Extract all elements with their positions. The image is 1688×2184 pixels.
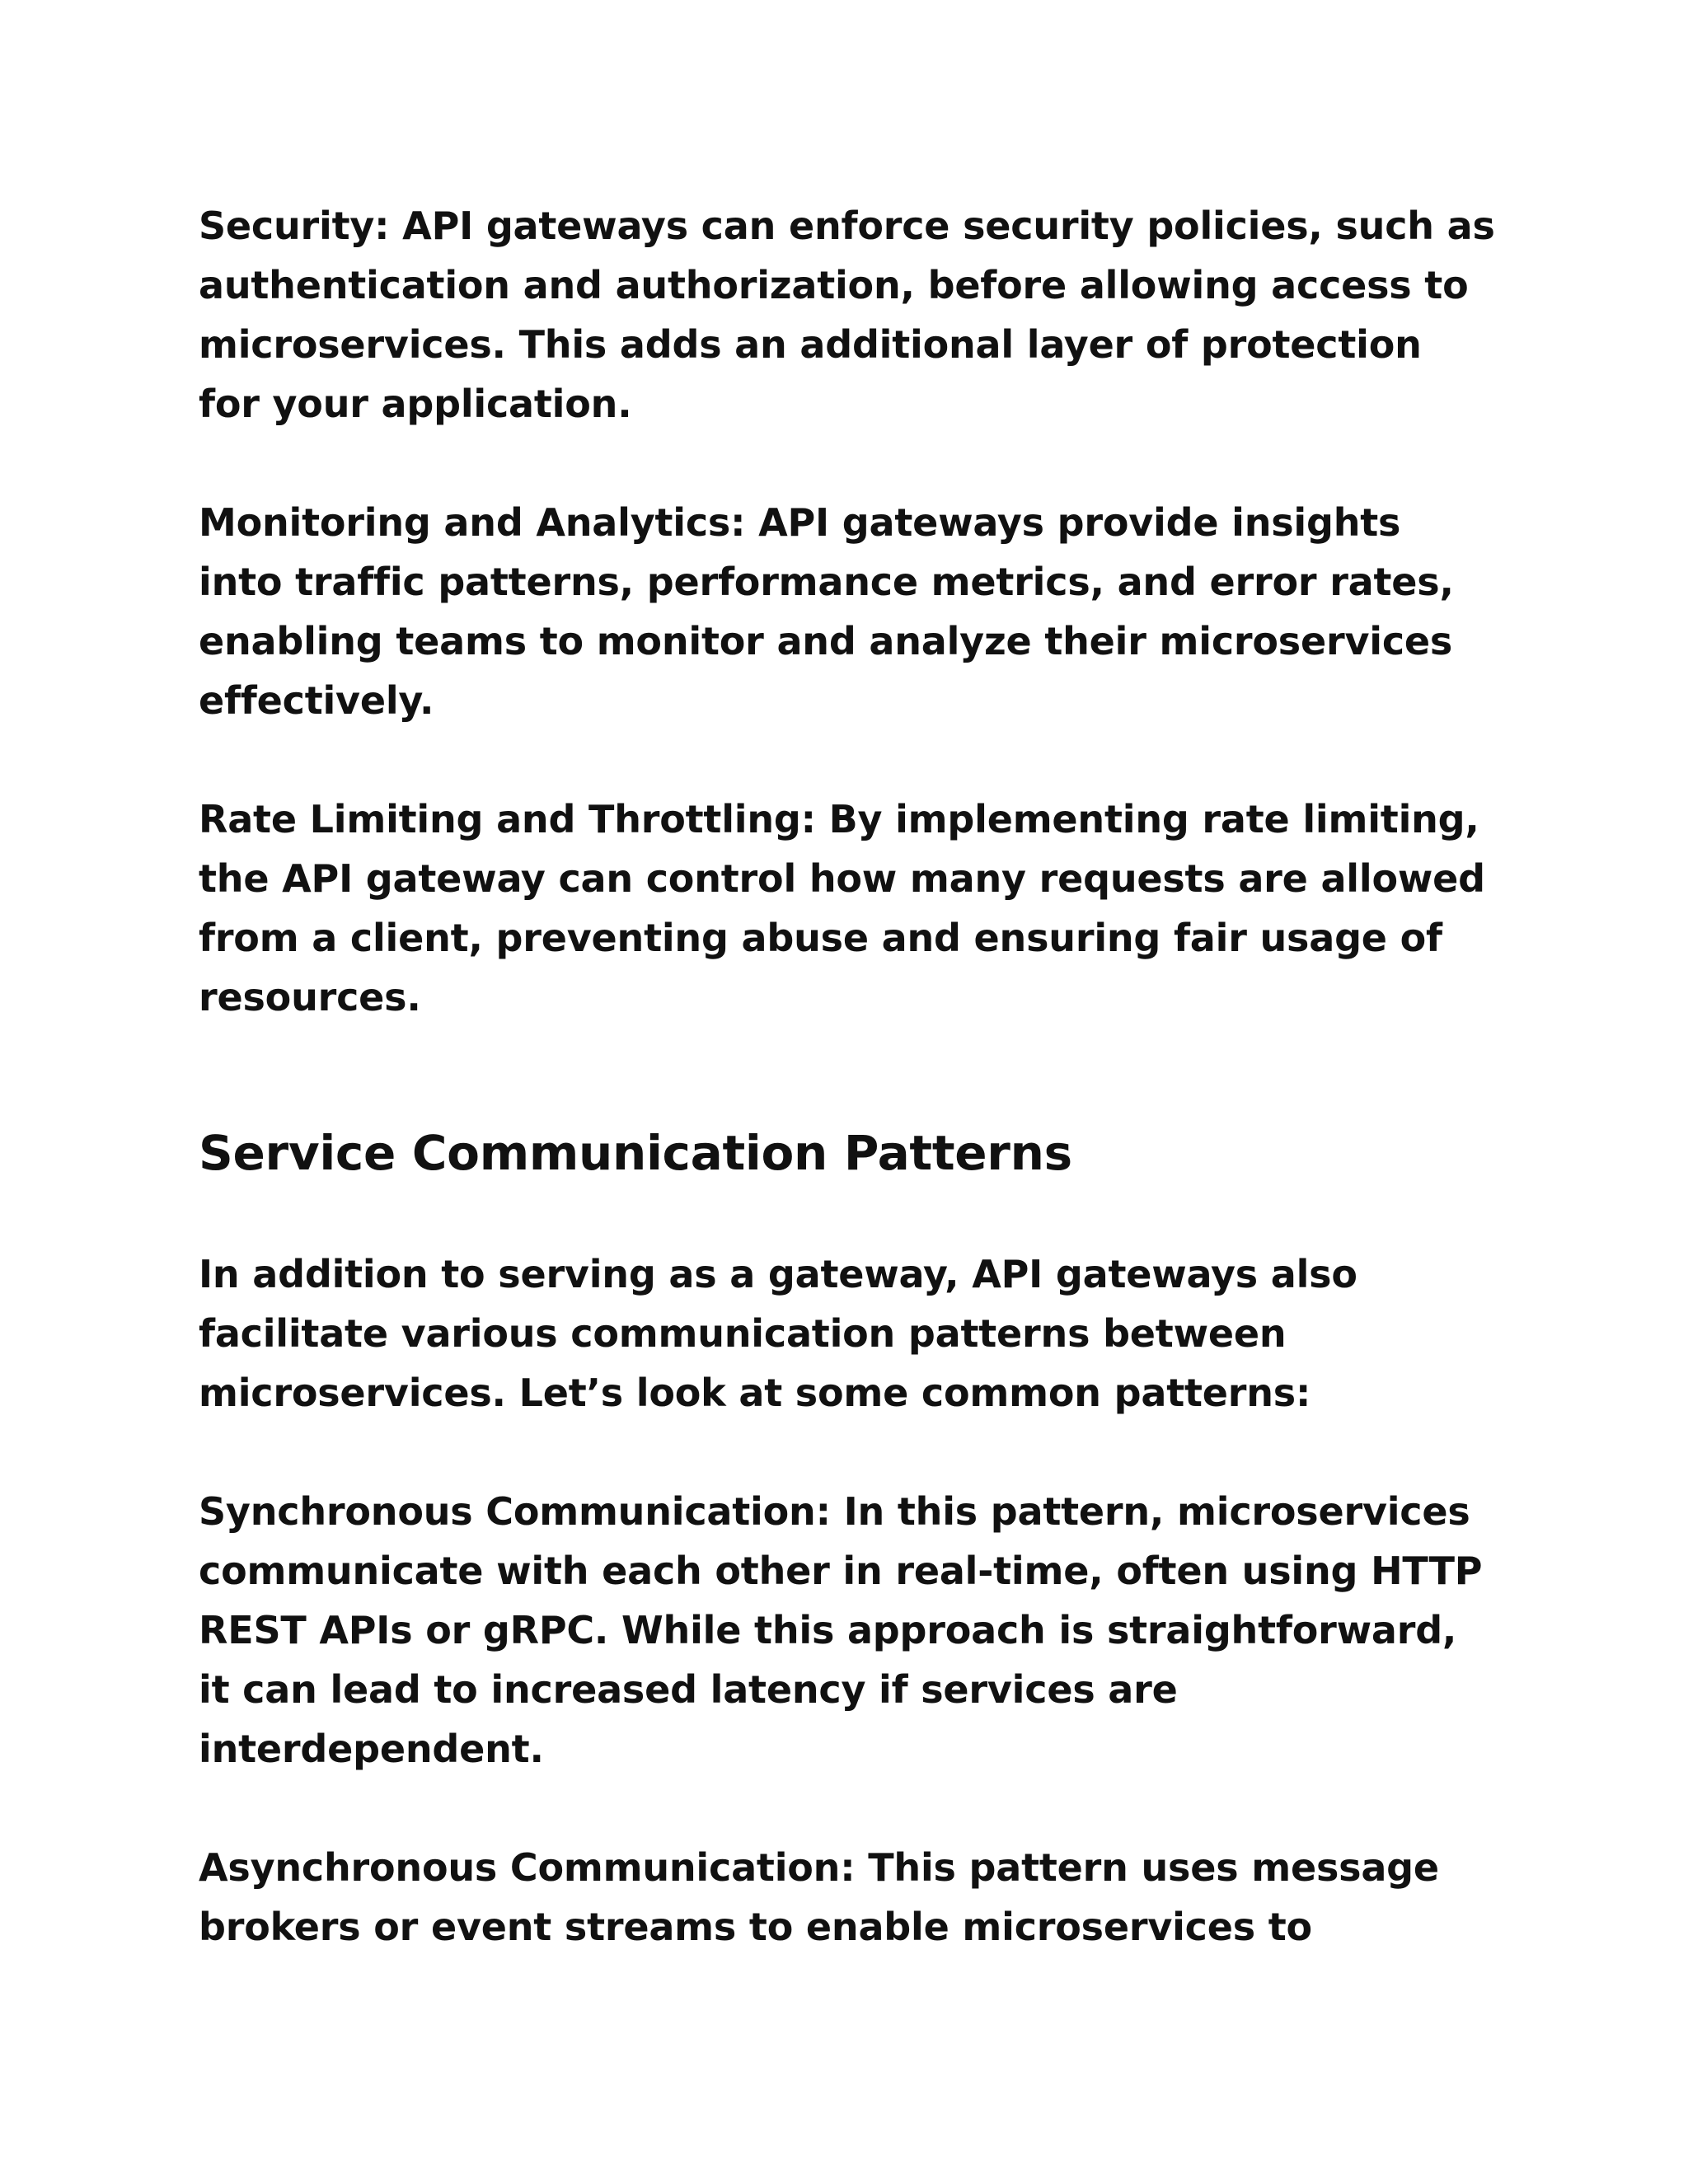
paragraph-synchronous: Synchronous Communication: In this pattern, microservices communicate with each other in real-time, often using HTTP REST APIs or gRPC. While this approach is straightforward, it can lead to increased latency if services are interdependent.	[199, 1489, 1483, 1771]
paragraph-spacer	[199, 434, 1534, 493]
paragraph-rate-limiting: Rate Limiting and Throttling: By implementing rate limiting, the API gateway can control how many requests are allowed from a client, preventing abuse and ensuring fair usage of resources.	[199, 797, 1485, 1019]
paragraph-intro: In addition to serving as a gateway, API gateways also facilitate various communication patterns between microservices. Let’s look at some common patterns:	[199, 1252, 1357, 1415]
section-spacer	[199, 1027, 1534, 1116]
heading-spacer	[199, 1190, 1534, 1244]
paragraph-asynchronous: Asynchronous Communication: This pattern uses message brokers or event streams to enable microservices to	[199, 1845, 1439, 1949]
page-content	[199, 196, 1534, 1957]
paragraph-monitoring: Monitoring and Analytics: API gateways provide insights into traffic patterns, performance metrics, and error rates, enabling teams to monitor and analyze their microservices effectively.	[199, 500, 1454, 723]
section-heading: Service Communication Patterns	[199, 1125, 1072, 1181]
paragraph-spacer	[199, 1779, 1534, 1838]
paragraph-security: Security: API gateways can enforce security policies, such as authentication and authorization, before allowing access to microservices. This adds an additional layer of protection for your application.	[199, 204, 1495, 426]
paragraph-spacer	[199, 730, 1534, 790]
paragraph-spacer	[199, 1422, 1534, 1482]
